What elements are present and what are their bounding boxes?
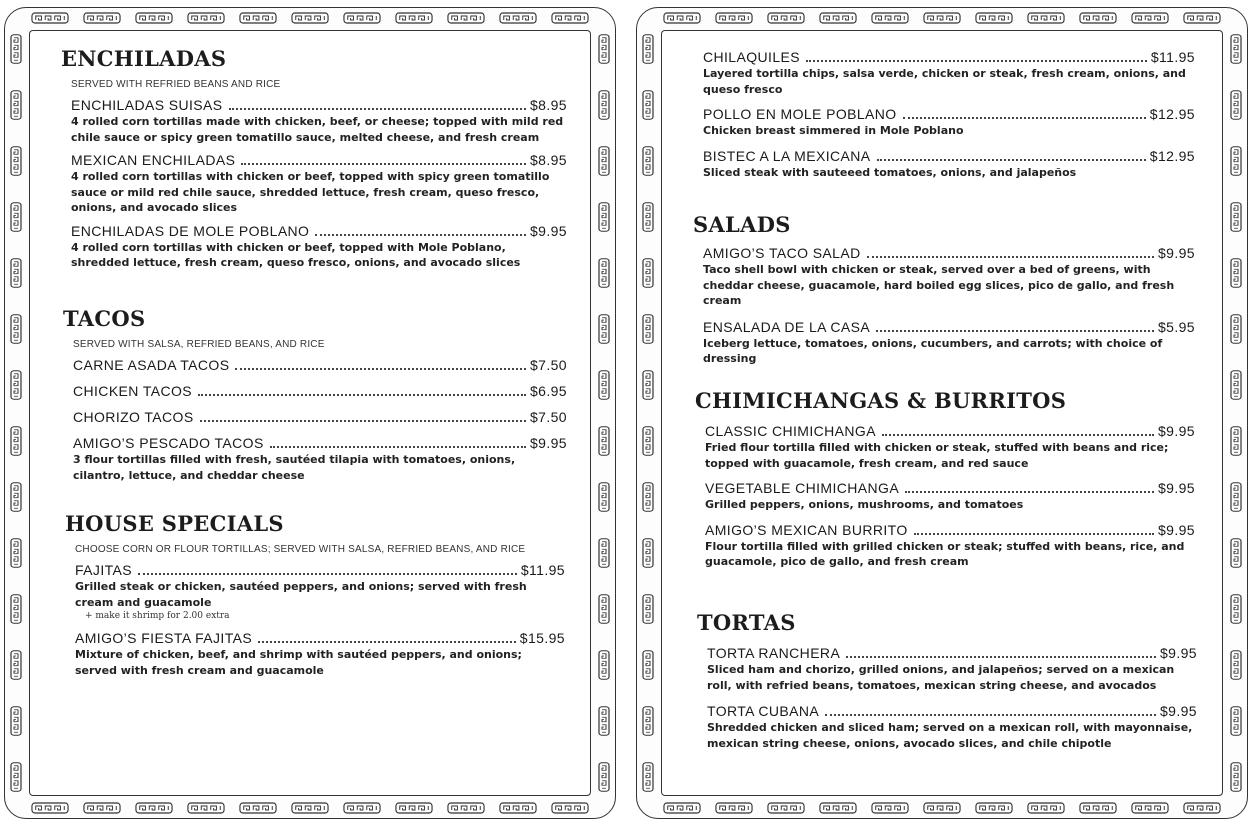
dot-leader xyxy=(882,434,1154,436)
item-price: $9.95 xyxy=(1157,521,1195,538)
menu-page-right xyxy=(636,7,1248,819)
item-description: Shredded chicken and sliced ham; served on a mexican roll, with mayonnaise, mexican string cheese, onions, avocado slices, and chile chipotle xyxy=(707,721,1193,750)
dot-leader xyxy=(229,108,526,110)
section-note: SERVED WITH SALSA, REFRIED BEANS, AND RICE xyxy=(73,339,325,350)
border-ornament-icon xyxy=(642,202,654,232)
dot-leader xyxy=(258,641,516,643)
border-ornament-icon xyxy=(135,802,173,814)
border-ornament-icon xyxy=(1183,802,1221,814)
item-price: $12.95 xyxy=(1149,147,1195,164)
border-ornament-icon xyxy=(499,802,537,814)
border-ornament-icon xyxy=(642,594,654,624)
border-ornament-icon xyxy=(1230,762,1242,792)
item-price: $9.95 xyxy=(1157,480,1195,496)
border-ornament-icon xyxy=(239,802,277,814)
dot-leader xyxy=(825,714,1156,716)
border-ornament-icon xyxy=(551,12,589,24)
dot-leader xyxy=(903,117,1146,119)
border-ornament-icon xyxy=(642,314,654,344)
section-house-specials-continued xyxy=(703,42,1195,180)
border-ornament-icon xyxy=(83,12,121,24)
item-name: MEXICAN ENCHILADAS xyxy=(71,152,236,168)
border-ornament-icon xyxy=(10,146,22,176)
border-ornament-icon xyxy=(551,802,589,814)
border-ornament-icon xyxy=(10,482,22,512)
menu-item xyxy=(703,245,1195,309)
border-ornament-icon xyxy=(187,802,225,814)
border-ornament-icon xyxy=(1027,12,1065,24)
border-ornament-left xyxy=(9,34,23,792)
section-salads xyxy=(693,212,1195,367)
border-ornament-icon xyxy=(395,802,433,814)
border-ornament-icon xyxy=(10,650,22,680)
border-ornament-icon xyxy=(642,762,654,792)
border-ornament-icon xyxy=(871,12,909,24)
border-ornament-icon xyxy=(1230,146,1242,176)
border-ornament-icon xyxy=(1230,34,1242,64)
dot-leader xyxy=(914,533,1154,535)
border-ornament-icon xyxy=(923,802,961,814)
border-ornament-icon xyxy=(447,12,485,24)
item-name: CHORIZO TACOS xyxy=(73,409,194,425)
item-price: $6.95 xyxy=(529,383,567,399)
dot-leader xyxy=(235,368,526,370)
border-ornament-icon xyxy=(31,802,69,814)
border-ornament-icon xyxy=(10,258,22,288)
item-description: 4 rolled corn tortillas with chicken or beef, topped with Mole Poblano, shredded lettuce, fresh cream, queso fresco, onions, and avocado slices xyxy=(71,240,521,269)
border-ornament-icon xyxy=(343,802,381,814)
border-ornament-icon xyxy=(663,12,701,24)
section-title: TACOS xyxy=(63,306,146,331)
item-price: $8.95 xyxy=(529,152,567,168)
border-ornament-icon xyxy=(239,12,277,24)
border-ornament-icon xyxy=(1079,12,1117,24)
border-ornament-icon xyxy=(1131,12,1169,24)
border-ornament-icon xyxy=(598,146,610,176)
border-ornament-icon xyxy=(642,706,654,736)
item-description: Flour tortilla filled with grilled chicken or steak; stuffed with beans, rice, and guacamole, pico de gallo, and fresh cream xyxy=(705,539,1185,568)
border-ornament-icon xyxy=(343,12,381,24)
item-description: Grilled steak or chicken, sautéed peppers, and onions; served with fresh cream and guacamole xyxy=(75,580,527,609)
border-ornament-icon xyxy=(499,12,537,24)
border-ornament-icon xyxy=(291,802,329,814)
border-ornament-icon xyxy=(598,594,610,624)
menu-item xyxy=(707,645,1197,693)
border-ornament-icon xyxy=(10,762,22,792)
section-title: ENCHILADAS xyxy=(61,46,227,71)
border-ornament-icon xyxy=(923,12,961,24)
menu-item xyxy=(705,423,1195,471)
menu-item xyxy=(73,357,567,373)
border-ornament-icon xyxy=(83,802,121,814)
item-price: $9.95 xyxy=(1159,645,1197,661)
item-price: $9.95 xyxy=(1159,703,1197,719)
item-name: POLLO EN MOLE POBLANO xyxy=(703,106,897,122)
item-price: $11.95 xyxy=(1150,49,1195,65)
item-description: 4 rolled corn tortillas made with chicken, beef, or cheese; topped with mild red chile sauce or spicy green tomatillo sauce, melted cheese, and fresh cream xyxy=(71,115,564,144)
border-ornament-icon xyxy=(1079,802,1117,814)
border-ornament-icon xyxy=(598,314,610,344)
border-ornament-icon xyxy=(1183,12,1221,24)
border-ornament-icon xyxy=(598,482,610,512)
border-ornament-icon xyxy=(871,802,909,814)
dot-leader xyxy=(876,330,1154,332)
border-ornament-icon xyxy=(1230,90,1242,120)
border-ornament-icon xyxy=(1230,314,1242,344)
border-ornament-icon xyxy=(598,90,610,120)
menu-item xyxy=(71,152,567,216)
dot-leader xyxy=(905,491,1154,493)
border-ornament-icon xyxy=(1230,426,1242,456)
border-ornament-icon xyxy=(10,370,22,400)
border-ornament-right xyxy=(1229,34,1243,792)
item-name: AMIGO’S PESCADO TACOS xyxy=(73,435,264,451)
border-ornament-icon xyxy=(819,12,857,24)
item-name: AMIGO’S MEXICAN BURRITO xyxy=(705,521,908,538)
section-title: CHIMICHANGAS & BURRITOS xyxy=(695,388,1067,413)
menu-item xyxy=(71,97,567,145)
section-title: HOUSE SPECIALS xyxy=(65,511,284,536)
item-description: Fried flour tortilla filled with chicken or steak, stuffed with beans and rice; topped with guacamole, fresh cream, and red sauce xyxy=(705,441,1169,470)
menu-item xyxy=(73,435,567,483)
border-ornament-icon xyxy=(10,34,22,64)
border-ornament-icon xyxy=(975,802,1013,814)
item-extra-note: + make it shrimp for 2.00 extra xyxy=(85,611,230,621)
item-name: CARNE ASADA TACOS xyxy=(73,357,230,373)
border-ornament-icon xyxy=(135,12,173,24)
item-price: $9.95 xyxy=(1157,423,1195,439)
border-ornament-icon xyxy=(642,370,654,400)
item-description: Mixture of chicken, beef, and shrimp with sautéed peppers, and onions; served with fresh cream and guacamole xyxy=(75,648,522,677)
section-tacos xyxy=(63,306,567,483)
item-price: $5.95 xyxy=(1157,318,1195,335)
menu-item xyxy=(705,522,1195,570)
section-enchiladas xyxy=(61,46,567,271)
item-description: Iceberg lettuce, tomatoes, onions, cucumbers, and carrots; with choice of dressing xyxy=(703,336,1163,365)
border-ornament-icon xyxy=(598,34,610,64)
item-price: $7.50 xyxy=(529,409,567,425)
border-ornament-icon xyxy=(598,538,610,568)
item-price: $9.95 xyxy=(529,222,567,239)
section-title: SALADS xyxy=(693,212,791,237)
border-ornament-icon xyxy=(1230,258,1242,288)
item-description: Sliced steak with sauteeed tomatoes, onions, and jalapeños xyxy=(703,165,1077,179)
border-ornament-icon xyxy=(642,426,654,456)
border-ornament-icon xyxy=(10,426,22,456)
dot-leader xyxy=(198,394,526,396)
border-ornament-icon xyxy=(642,650,654,680)
border-ornament-icon xyxy=(598,258,610,288)
item-description: Chicken breast simmered in Mole Poblano xyxy=(703,124,964,137)
section-title: TORTAS xyxy=(697,610,796,635)
border-ornament-icon xyxy=(31,12,69,24)
item-description: Grilled peppers, onions, mushrooms, and tomatoes xyxy=(705,498,1024,511)
section-house-specials xyxy=(65,511,565,678)
border-ornament-icon xyxy=(10,594,22,624)
menu-item xyxy=(71,223,567,271)
section-note: CHOOSE CORN OR FLOUR TORTILLAS; SERVED WITH SALSA, REFRIED BEANS, AND RICE xyxy=(75,544,526,555)
item-price: $7.50 xyxy=(529,357,567,373)
border-ornament-icon xyxy=(642,34,654,64)
item-description: 3 flour tortillas filled with fresh, sautéed tilapia with tomatoes, onions, cilantro, lettuce, and cheddar cheese xyxy=(73,453,516,482)
border-ornament-bottom xyxy=(31,801,589,815)
border-ornament-icon xyxy=(1230,370,1242,400)
border-ornament-icon xyxy=(1230,706,1242,736)
border-ornament-icon xyxy=(642,482,654,512)
border-ornament-icon xyxy=(598,650,610,680)
border-ornament-icon xyxy=(767,12,805,24)
border-ornament-icon xyxy=(642,146,654,176)
border-ornament-icon xyxy=(663,802,701,814)
border-ornament-top xyxy=(663,11,1221,25)
border-ornament-icon xyxy=(10,706,22,736)
dot-leader xyxy=(270,446,526,448)
item-price: $8.95 xyxy=(529,97,567,113)
dot-leader xyxy=(200,420,526,422)
menu-item xyxy=(73,409,567,425)
menu-item xyxy=(703,106,1195,139)
border-ornament-icon xyxy=(642,258,654,288)
item-name: BISTEC A LA MEXICANA xyxy=(703,147,871,164)
menu-item xyxy=(705,480,1195,513)
border-ornament-icon xyxy=(767,802,805,814)
border-ornament-left xyxy=(641,34,655,792)
menu-item xyxy=(703,49,1195,97)
border-ornament-icon xyxy=(598,706,610,736)
item-name: AMIGO’S TACO SALAD xyxy=(703,245,861,261)
section-note: SERVED WITH REFRIED BEANS AND RICE xyxy=(71,79,281,90)
item-name: CHILAQUILES xyxy=(703,49,800,65)
border-ornament-icon xyxy=(10,538,22,568)
border-ornament-icon xyxy=(642,90,654,120)
dot-leader xyxy=(867,256,1154,258)
menu-item xyxy=(703,319,1195,367)
item-price: $15.95 xyxy=(519,630,565,646)
border-ornament-icon xyxy=(598,426,610,456)
border-ornament-icon xyxy=(715,12,753,24)
border-ornament-icon xyxy=(598,762,610,792)
border-ornament-top xyxy=(31,11,589,25)
border-ornament-icon xyxy=(447,802,485,814)
item-price: $9.95 xyxy=(529,435,567,451)
menu-item xyxy=(707,703,1197,751)
menu-item xyxy=(75,630,565,678)
dot-leader xyxy=(241,163,526,165)
item-name: FAJITAS xyxy=(75,562,132,578)
border-ornament-icon xyxy=(1230,650,1242,680)
border-ornament-icon xyxy=(1131,802,1169,814)
item-name: TORTA RANCHERA xyxy=(707,645,841,661)
menu-page-left xyxy=(4,7,616,819)
dot-leader xyxy=(315,234,526,236)
menu-item xyxy=(73,383,567,399)
border-ornament-icon xyxy=(819,802,857,814)
section-tortas xyxy=(697,610,1197,751)
border-ornament-icon xyxy=(1230,538,1242,568)
border-ornament-icon xyxy=(642,538,654,568)
item-name: CHICKEN TACOS xyxy=(73,383,193,399)
item-price: $12.95 xyxy=(1149,106,1195,122)
border-ornament-icon xyxy=(715,802,753,814)
dot-leader xyxy=(806,60,1147,62)
border-ornament-bottom xyxy=(663,801,1221,815)
item-description: 4 rolled corn tortillas with chicken or beef, topped with spicy green tomatillo sauce or mild red chile sauce, shredded lettuce, fresh cream, queso fresco, onions, and avocado slices xyxy=(71,170,550,214)
item-name: ENCHILADAS DE MOLE POBLANO xyxy=(71,222,310,239)
item-description: Sliced ham and chorizo, grilled onions, and jalapeños; served on a mexican roll, with refried beans, tomatoes, mexican string cheese, and avocados xyxy=(707,663,1175,692)
border-ornament-icon xyxy=(10,90,22,120)
section-chimichangas-burritos xyxy=(695,388,1195,570)
border-ornament-icon xyxy=(1230,202,1242,232)
border-ornament-icon xyxy=(1230,482,1242,512)
border-ornament-icon xyxy=(1230,594,1242,624)
menu-item xyxy=(75,562,565,621)
border-ornament-icon xyxy=(10,202,22,232)
menu-item xyxy=(703,148,1195,181)
border-ornament-icon xyxy=(291,12,329,24)
border-ornament-icon xyxy=(1027,802,1065,814)
item-description: Layered tortilla chips, salsa verde, chicken or steak, fresh cream, onions, and queso fresco xyxy=(703,67,1186,96)
item-name: CLASSIC CHIMICHANGA xyxy=(705,423,876,439)
item-name: ENSALADA DE LA CASA xyxy=(703,318,871,335)
dot-leader xyxy=(846,656,1156,658)
item-price: $9.95 xyxy=(1157,245,1195,261)
border-ornament-icon xyxy=(10,314,22,344)
border-ornament-icon xyxy=(187,12,225,24)
dot-leader xyxy=(138,573,517,575)
item-name: VEGETABLE CHIMICHANGA xyxy=(705,480,900,496)
border-ornament-icon xyxy=(598,202,610,232)
item-name: ENCHILADAS SUISAS xyxy=(71,97,223,113)
item-name: AMIGO’S FIESTA FAJITAS xyxy=(75,630,253,646)
item-price: $11.95 xyxy=(520,562,565,578)
item-name: TORTA CUBANA xyxy=(707,703,820,719)
item-description: Taco shell bowl with chicken or steak, served over a bed of greens, with cheddar cheese, guacamole, hard boiled egg slices, pico de gallo, and fresh cream xyxy=(703,263,1175,307)
border-ornament-icon xyxy=(395,12,433,24)
border-ornament-icon xyxy=(598,370,610,400)
border-ornament-right xyxy=(597,34,611,792)
border-ornament-icon xyxy=(975,12,1013,24)
dot-leader xyxy=(877,159,1146,161)
